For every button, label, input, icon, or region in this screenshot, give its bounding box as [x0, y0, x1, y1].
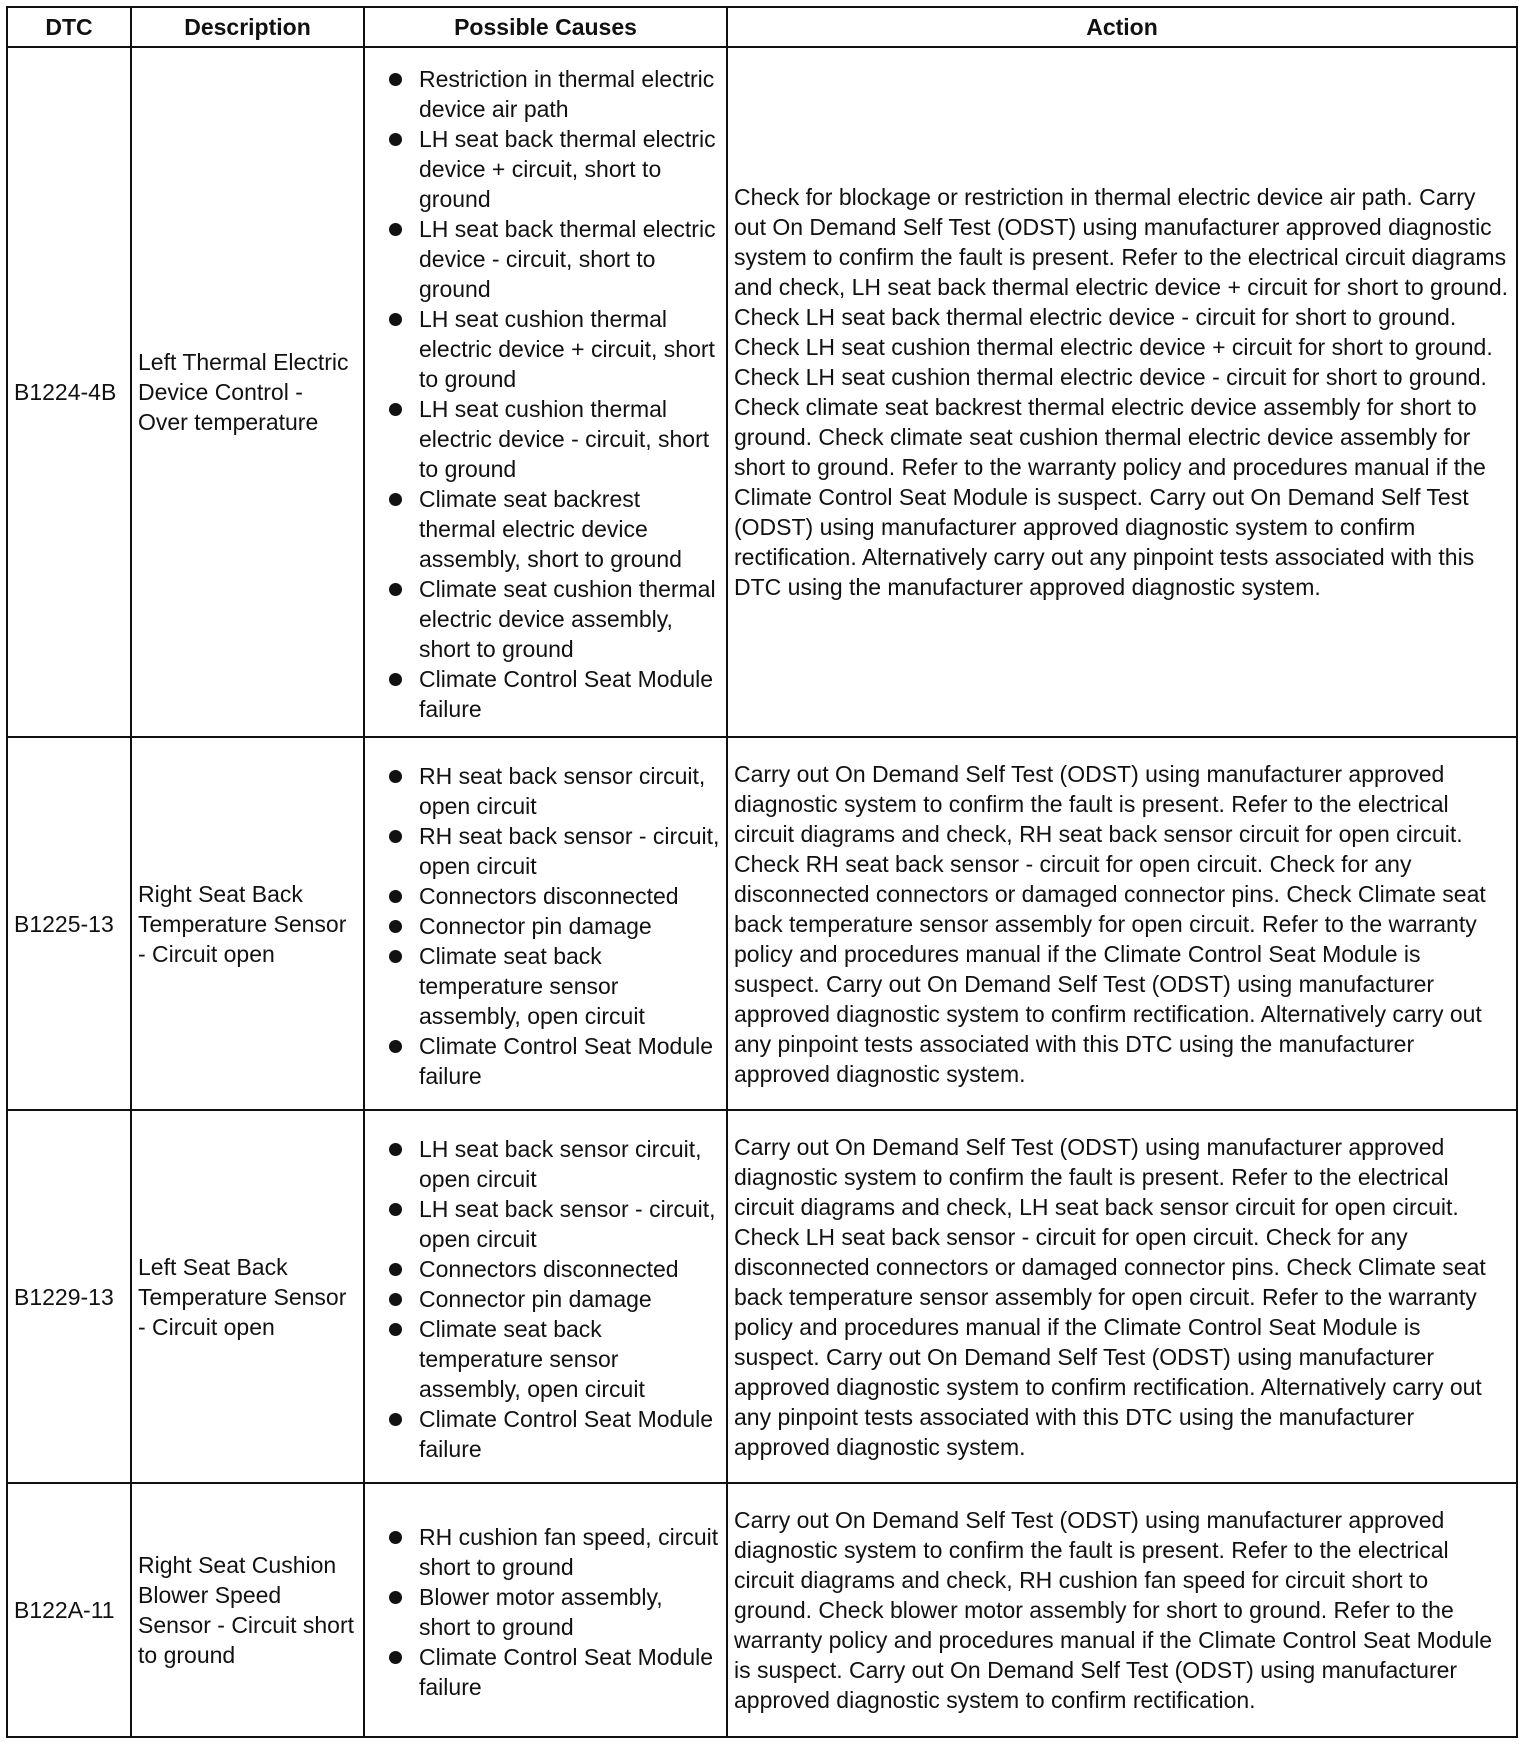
possible-causes-list — [387, 64, 720, 724]
cause-item: Climate Control Seat Module failure — [387, 664, 720, 724]
table-row — [7, 737, 1517, 1110]
cause-item: LH seat cushion thermal electric device + circuit, short to ground — [387, 304, 720, 394]
action-text: Check for blockage or restriction in thermal electric device air path. Carry out On Demand Self Test (ODST) using manufacturer approved diagnostic system to confirm the fault is present. Refer to the electrical circuit diagrams and check, LH seat back thermal electric device + circuit for short to ground. Check LH seat back thermal electric device - circuit for short to ground. Check LH seat cushion thermal electric device + circuit for short to ground. Check LH seat cushion thermal electric device - circuit for short to ground. Check climate seat backrest thermal electric device assembly for short to ground. Check climate seat cushion thermal electric device assembly for short to ground. Refer to the warranty policy and procedures manual if the Climate Control Seat Module is suspect. Carry out On Demand Self Test (ODST) using manufacturer approved diagnostic system to confirm rectification. Alternatively carry out any pinpoint tests associated with this DTC using the manufacturer approved diagnostic system. — [727, 47, 1517, 737]
possible-causes-cell — [364, 1483, 727, 1737]
possible-causes-cell — [364, 737, 727, 1110]
cause-item: LH seat back sensor - circuit, open circuit — [387, 1194, 720, 1254]
cause-item: Climate Control Seat Module failure — [387, 1031, 720, 1091]
cause-item: Climate Control Seat Module failure — [387, 1404, 720, 1464]
cause-item: RH seat back sensor circuit, open circuit — [387, 761, 720, 821]
dtc-description: Right Seat Back Temperature Sensor - Circuit open — [131, 737, 364, 1110]
possible-causes-list — [387, 1522, 720, 1702]
table-row — [7, 47, 1517, 737]
dtc-code: B1225-13 — [7, 737, 131, 1110]
table-row — [7, 1483, 1517, 1737]
cause-item: LH seat back sensor circuit, open circuit — [387, 1134, 720, 1194]
cause-item: Connectors disconnected — [387, 881, 720, 911]
dtc-table — [6, 6, 1518, 1738]
cause-item: LH seat cushion thermal electric device - circuit, short to ground — [387, 394, 720, 484]
cause-item: RH cushion fan speed, circuit short to ground — [387, 1522, 720, 1582]
cause-item: Climate seat back temperature sensor assembly, open circuit — [387, 941, 720, 1031]
header-possible-causes: Possible Causes — [364, 7, 727, 47]
cause-item: Climate seat back temperature sensor assembly, open circuit — [387, 1314, 720, 1404]
header-dtc: DTC — [7, 7, 131, 47]
cause-item: Climate seat cushion thermal electric device assembly, short to ground — [387, 574, 720, 664]
possible-causes-list — [387, 761, 720, 1091]
header-action: Action — [727, 7, 1517, 47]
header-description: Description — [131, 7, 364, 47]
dtc-table-wrapper — [6, 6, 1518, 1738]
cause-item: Climate Control Seat Module failure — [387, 1642, 720, 1702]
action-text: Carry out On Demand Self Test (ODST) using manufacturer approved diagnostic system to confirm the fault is present. Refer to the electrical circuit diagrams and check, RH cushion fan speed for circuit short to ground. Check blower motor assembly for short to ground. Refer to the warranty policy and procedures manual if the Climate Control Seat Module is suspect. Carry out On Demand Self Test (ODST) using manufacturer approved diagnostic system to confirm rectification. — [727, 1483, 1517, 1737]
possible-causes-list — [387, 1134, 720, 1464]
cause-item: Connector pin damage — [387, 911, 720, 941]
cause-item: LH seat back thermal electric device + circuit, short to ground — [387, 124, 720, 214]
cause-item: Climate seat backrest thermal electric device assembly, short to ground — [387, 484, 720, 574]
cause-item: Blower motor assembly, short to ground — [387, 1582, 720, 1642]
dtc-code: B122A-11 — [7, 1483, 131, 1737]
table-header-row — [7, 7, 1517, 47]
table-row — [7, 1110, 1517, 1483]
possible-causes-cell — [364, 47, 727, 737]
dtc-code: B1229-13 — [7, 1110, 131, 1483]
cause-item: Connector pin damage — [387, 1284, 720, 1314]
cause-item: LH seat back thermal electric device - circuit, short to ground — [387, 214, 720, 304]
dtc-description: Left Seat Back Temperature Sensor - Circuit open — [131, 1110, 364, 1483]
cause-item: RH seat back sensor - circuit, open circuit — [387, 821, 720, 881]
dtc-description: Right Seat Cushion Blower Speed Sensor - Circuit short to ground — [131, 1483, 364, 1737]
dtc-description: Left Thermal Electric Device Control - Over temperature — [131, 47, 364, 737]
cause-item: Connectors disconnected — [387, 1254, 720, 1284]
possible-causes-cell — [364, 1110, 727, 1483]
action-text: Carry out On Demand Self Test (ODST) using manufacturer approved diagnostic system to confirm the fault is present. Refer to the electrical circuit diagrams and check, RH seat back sensor circuit for open circuit. Check RH seat back sensor - circuit for open circuit. Check for any disconnected connectors or damaged connector pins. Check Climate seat back temperature sensor assembly for open circuit. Refer to the warranty policy and procedures manual if the Climate Control Seat Module is suspect. Carry out On Demand Self Test (ODST) using manufacturer approved diagnostic system to confirm rectification. Alternatively carry out any pinpoint tests associated with this DTC using the manufacturer approved diagnostic system. — [727, 737, 1517, 1110]
action-text: Carry out On Demand Self Test (ODST) using manufacturer approved diagnostic system to confirm the fault is present. Refer to the electrical circuit diagrams and check, LH seat back sensor circuit for open circuit. Check LH seat back sensor - circuit for open circuit. Check for any disconnected connectors or damaged connector pins. Check Climate seat back temperature sensor assembly for open circuit. Refer to the warranty policy and procedures manual if the Climate Control Seat Module is suspect. Carry out On Demand Self Test (ODST) using manufacturer approved diagnostic system to confirm rectification. Alternatively carry out any pinpoint tests associated with this DTC using the manufacturer approved diagnostic system. — [727, 1110, 1517, 1483]
dtc-code: B1224-4B — [7, 47, 131, 737]
cause-item: Restriction in thermal electric device air path — [387, 64, 720, 124]
